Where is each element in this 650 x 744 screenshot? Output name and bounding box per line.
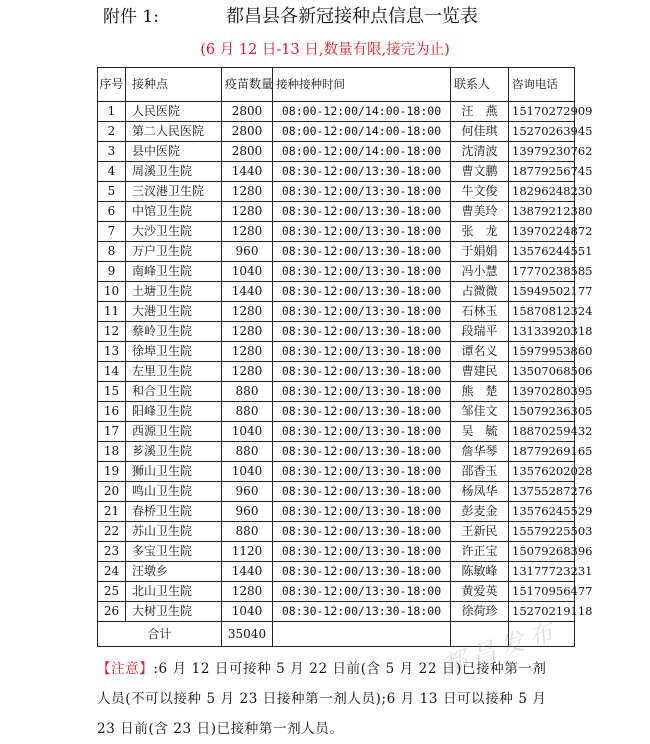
cell-site: 左里卫生院 [126, 362, 222, 382]
cell-site: 人民医院 [126, 102, 222, 122]
cell-site: 大沙卫生院 [126, 222, 222, 242]
cell-phone: 13133920318 [509, 322, 575, 342]
watermark: 都昌发布 [439, 616, 563, 680]
cell-qty: 960 [222, 242, 273, 262]
cell-time: 08:00-12:00/14:00-18:00 [273, 122, 451, 142]
table-row [98, 102, 575, 122]
column-header-contact: 联系人 [451, 68, 509, 102]
cell-site: 大港卫生院 [126, 302, 222, 322]
cell-no: 11 [98, 302, 126, 322]
cell-phone: 18870259432 [509, 422, 575, 442]
cell-qty: 2800 [222, 102, 273, 122]
cell-contact: 张 龙 [451, 222, 509, 242]
cell-qty: 1040 [222, 602, 273, 622]
notice-tag: 【注意】 [97, 661, 154, 677]
table-row [98, 222, 575, 242]
table-row [98, 142, 575, 162]
cell-no: 4 [98, 162, 126, 182]
cell-time: 08:30-12:00/13:30-18:00 [273, 522, 451, 542]
cell-phone: 15949502177 [509, 282, 575, 302]
table-row [98, 242, 575, 262]
column-header-phone: 咨询电话 [509, 68, 575, 102]
cell-qty: 960 [222, 502, 273, 522]
cell-no: 3 [98, 142, 126, 162]
cell-time: 08:30-12:00/13:30-18:00 [273, 362, 451, 382]
cell-phone: 18779256745 [509, 162, 575, 182]
cell-no: 17 [98, 422, 126, 442]
cell-site: 和合卫生院 [126, 382, 222, 402]
cell-no: 12 [98, 322, 126, 342]
cell-no: 8 [98, 242, 126, 262]
cell-site: 鸣山卫生院 [126, 482, 222, 502]
column-header-site: 接种点 [126, 68, 222, 102]
cell-contact: 冯小慧 [451, 262, 509, 282]
cell-phone: 13576202028 [509, 462, 575, 482]
total-value: 35040 [222, 622, 273, 647]
cell-no: 25 [98, 582, 126, 602]
cell-phone: 15579225503 [509, 522, 575, 542]
cell-no: 16 [98, 402, 126, 422]
table-row [98, 422, 575, 442]
cell-phone: 13576245529 [509, 502, 575, 522]
notice-text: :6 月 12 日可接种 5 月 22 日前(含 5 月 22 日)已接种第一剂人员(不可以接种 5 月 23 日接种第一剂人员);6 月 13 日可以接种 5 月 23 日前(含 23 日)已接种第一剂人员。 [97, 661, 547, 737]
vaccination-sites-table [97, 67, 593, 647]
cell-site: 第二人民医院 [126, 122, 222, 142]
cell-time: 08:30-12:00/13:30-18:00 [273, 242, 451, 262]
title-row [0, 0, 650, 30]
table-row [98, 362, 575, 382]
cell-no: 5 [98, 182, 126, 202]
page-title: 都昌县各新冠接种点信息一览表 [226, 6, 478, 27]
cell-qty: 1280 [222, 182, 273, 202]
cell-site: 阳峰卫生院 [126, 402, 222, 422]
cell-qty: 1040 [222, 262, 273, 282]
table-row [98, 262, 575, 282]
table-row [98, 522, 575, 542]
cell-time: 08:30-12:00/13:30-18:00 [273, 582, 451, 602]
cell-contact: 沈清波 [451, 142, 509, 162]
cell-contact: 于娟娟 [451, 242, 509, 262]
cell-contact: 吴 毓 [451, 422, 509, 442]
cell-time: 08:30-12:00/13:30-18:00 [273, 382, 451, 402]
cell-contact: 黄爱英 [451, 582, 509, 602]
cell-qty: 1280 [222, 342, 273, 362]
cell-contact: 彭麦金 [451, 502, 509, 522]
cell-time: 08:30-12:00/13:30-18:00 [273, 402, 451, 422]
cell-contact: 占微微 [451, 282, 509, 302]
cell-phone: 15870812324 [509, 302, 575, 322]
cell-phone: 13755287276 [509, 482, 575, 502]
cell-qty: 1120 [222, 542, 273, 562]
cell-time: 08:30-12:00/13:30-18:00 [273, 462, 451, 482]
cell-no: 13 [98, 342, 126, 362]
table-row [98, 542, 575, 562]
table-row [98, 302, 575, 322]
cell-phone: 18296248230 [509, 182, 575, 202]
cell-time: 08:30-12:00/13:30-18:00 [273, 482, 451, 502]
cell-contact: 曹建民 [451, 362, 509, 382]
cell-no: 9 [98, 262, 126, 282]
table-row [98, 582, 575, 602]
cell-time: 08:30-12:00/13:30-18:00 [273, 282, 451, 302]
cell-phone: 13970280395 [509, 382, 575, 402]
cell-site: 狮山卫生院 [126, 462, 222, 482]
table-row [98, 402, 575, 422]
cell-site: 多宝卫生院 [126, 542, 222, 562]
column-header-time: 接种接种时间 [273, 68, 451, 102]
cell-contact: 牛文俊 [451, 182, 509, 202]
cell-site: 三汊港卫生院 [126, 182, 222, 202]
table-row [98, 182, 575, 202]
cell-time: 08:30-12:00/13:30-18:00 [273, 562, 451, 582]
cell-phone: 18779269165 [509, 442, 575, 462]
attachment-label: 附件 1: [103, 7, 159, 27]
table-row [98, 462, 575, 482]
cell-contact: 陈敏峰 [451, 562, 509, 582]
cell-contact: 许正宝 [451, 542, 509, 562]
cell-time: 08:00-12:00/14:00-18:00 [273, 142, 451, 162]
cell-qty: 1280 [222, 202, 273, 222]
cell-qty: 1280 [222, 582, 273, 602]
cell-contact: 邹佳文 [451, 402, 509, 422]
cell-site: 北山卫生院 [126, 582, 222, 602]
cell-time: 08:30-12:00/13:30-18:00 [273, 302, 451, 322]
table-row [98, 442, 575, 462]
cell-no: 15 [98, 382, 126, 402]
table-row [98, 322, 575, 342]
table-row [98, 122, 575, 142]
cell-time: 08:30-12:00/13:30-18:00 [273, 202, 451, 222]
cell-site: 春桥卫生院 [126, 502, 222, 522]
cell-time: 08:30-12:00/13:30-18:00 [273, 262, 451, 282]
cell-phone: 15079236305 [509, 402, 575, 422]
cell-no: 26 [98, 602, 126, 622]
cell-qty: 1440 [222, 162, 273, 182]
cell-qty: 1040 [222, 422, 273, 442]
cell-qty: 960 [222, 482, 273, 502]
cell-no: 7 [98, 222, 126, 242]
cell-time: 08:30-12:00/13:30-18:00 [273, 182, 451, 202]
cell-phone: 15979953860 [509, 342, 575, 362]
cell-site: 芗溪卫生院 [126, 442, 222, 462]
page-subtitle: (6 月 12 日-13 日,数量有限,接完为止) [200, 42, 450, 58]
cell-phone: 15079268396 [509, 542, 575, 562]
cell-site: 土塘卫生院 [126, 282, 222, 302]
cell-no: 1 [98, 102, 126, 122]
table-row [98, 382, 575, 402]
total-label: 合计 [98, 622, 222, 647]
table-row [98, 282, 575, 302]
cell-qty: 880 [222, 522, 273, 542]
cell-time: 08:30-12:00/13:30-18:00 [273, 222, 451, 242]
cell-time: 08:30-12:00/13:30-18:00 [273, 602, 451, 622]
table-row [98, 562, 575, 582]
cell-site: 周溪卫生院 [126, 162, 222, 182]
table-row [98, 482, 575, 502]
cell-phone: 13879212380 [509, 202, 575, 222]
cell-no: 20 [98, 482, 126, 502]
cell-time: 08:30-12:00/13:30-18:00 [273, 322, 451, 342]
cell-time: 08:30-12:00/13:30-18:00 [273, 422, 451, 442]
cell-phone: 13507068506 [509, 362, 575, 382]
cell-site: 苏山卫生院 [126, 522, 222, 542]
cell-contact: 段瑞平 [451, 322, 509, 342]
cell-qty: 880 [222, 442, 273, 462]
cell-phone: 15270219118 [509, 602, 575, 622]
cell-qty: 1040 [222, 462, 273, 482]
cell-phone: 13970224872 [509, 222, 575, 242]
cell-contact: 徐荷珍 [451, 602, 509, 622]
cell-contact: 曹文鹏 [451, 162, 509, 182]
cell-time: 08:30-12:00/13:30-18:00 [273, 542, 451, 562]
cell-site: 南峰卫生院 [126, 262, 222, 282]
cell-no: 21 [98, 502, 126, 522]
cell-site: 万户卫生院 [126, 242, 222, 262]
cell-contact: 汪 燕 [451, 102, 509, 122]
cell-site: 汪墩乡 [126, 562, 222, 582]
cell-no: 2 [98, 122, 126, 142]
cell-no: 19 [98, 462, 126, 482]
cell-time: 08:30-12:00/13:30-18:00 [273, 342, 451, 362]
cell-contact: 石林玉 [451, 302, 509, 322]
cell-phone: 15170272909 [509, 102, 575, 122]
cell-contact: 曹美玲 [451, 202, 509, 222]
total-empty-cell [273, 622, 451, 647]
cell-site: 西源卫生院 [126, 422, 222, 442]
cell-site: 县中医院 [126, 142, 222, 162]
cell-time: 08:00-12:00/14:00-18:00 [273, 102, 451, 122]
cell-site: 大树卫生院 [126, 602, 222, 622]
cell-qty: 2800 [222, 122, 273, 142]
cell-qty: 880 [222, 382, 273, 402]
cell-qty: 1440 [222, 282, 273, 302]
cell-qty: 1280 [222, 362, 273, 382]
cell-phone: 13177723231 [509, 562, 575, 582]
cell-contact: 何佳琪 [451, 122, 509, 142]
cell-site: 中馆卫生院 [126, 202, 222, 222]
table-row [98, 162, 575, 182]
column-header-no: 序号 [98, 68, 126, 102]
cell-no: 18 [98, 442, 126, 462]
column-header-qty: 疫苗数量 [222, 68, 273, 102]
cell-contact: 王新民 [451, 522, 509, 542]
cell-site: 蔡岭卫生院 [126, 322, 222, 342]
cell-qty: 1440 [222, 562, 273, 582]
cell-qty: 1280 [222, 302, 273, 322]
cell-no: 23 [98, 542, 126, 562]
cell-qty: 2800 [222, 142, 273, 162]
cell-contact: 詹华琴 [451, 442, 509, 462]
cell-time: 08:30-12:00/13:30-18:00 [273, 442, 451, 462]
table-row [98, 202, 575, 222]
cell-phone: 17770238585 [509, 262, 575, 282]
cell-no: 24 [98, 562, 126, 582]
cell-site: 徐埠卫生院 [126, 342, 222, 362]
cell-no: 10 [98, 282, 126, 302]
table-row [98, 502, 575, 522]
cell-no: 22 [98, 522, 126, 542]
cell-contact: 邵香玉 [451, 462, 509, 482]
cell-contact: 熊 楚 [451, 382, 509, 402]
cell-time: 08:30-12:00/13:30-18:00 [273, 162, 451, 182]
cell-contact: 杨凤华 [451, 482, 509, 502]
cell-phone: 13979230762 [509, 142, 575, 162]
cell-no: 14 [98, 362, 126, 382]
cell-qty: 1280 [222, 222, 273, 242]
cell-no: 6 [98, 202, 126, 222]
cell-time: 08:30-12:00/13:30-18:00 [273, 502, 451, 522]
cell-phone: 13576244551 [509, 242, 575, 262]
table-header-row [98, 68, 575, 102]
cell-contact: 谭名义 [451, 342, 509, 362]
cell-phone: 15170956477 [509, 582, 575, 602]
table-row [98, 602, 575, 622]
cell-phone: 15270263945 [509, 122, 575, 142]
cell-qty: 880 [222, 402, 273, 422]
cell-qty: 1280 [222, 322, 273, 342]
table-row [98, 342, 575, 362]
